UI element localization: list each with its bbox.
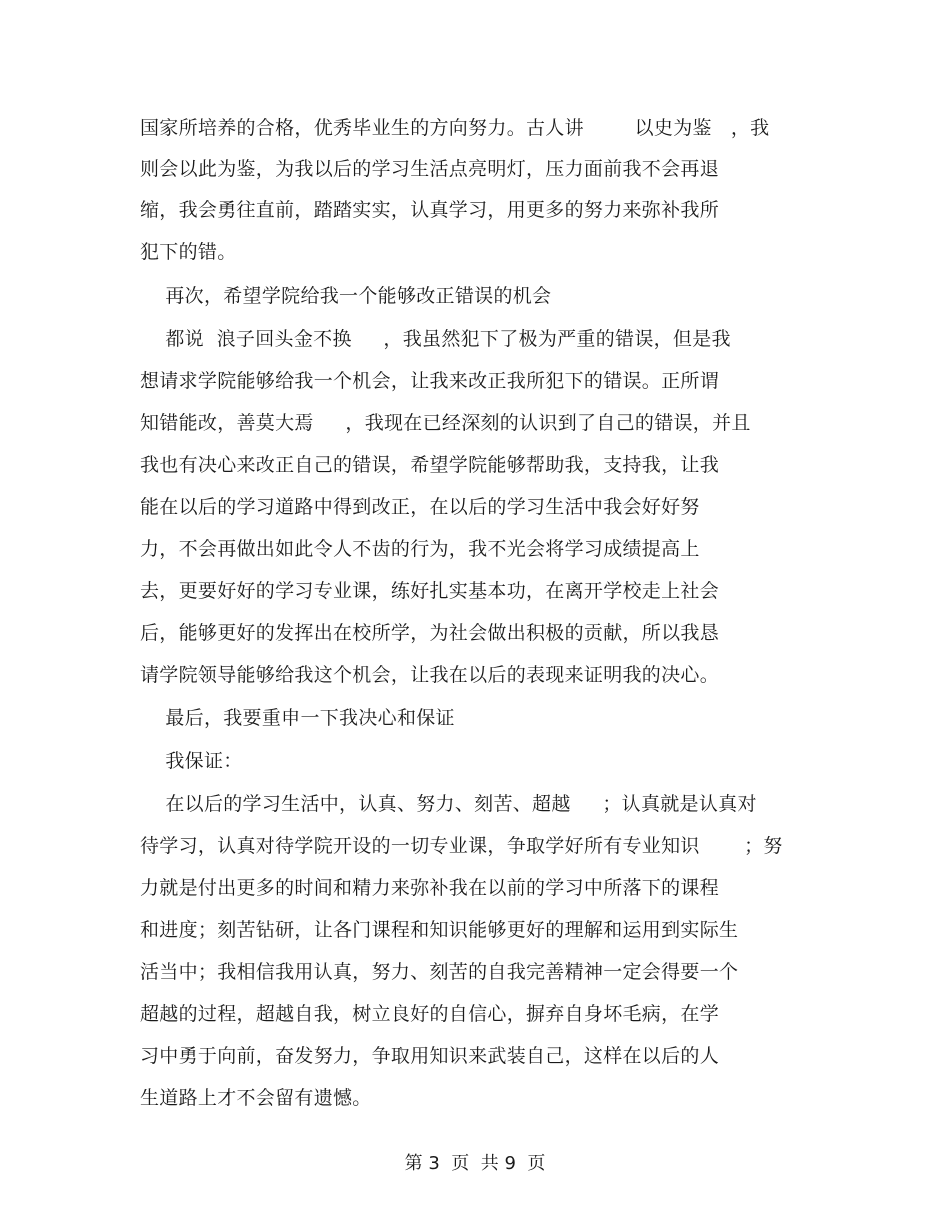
paragraph-line: 都说 浪子回头金不换 ，我虽然犯下了极为严重的错误，但是我 (140, 328, 731, 350)
paragraph-line: 请学院领导能够给我这个机会，让我在以后的表现来证明我的决心。 (140, 664, 720, 686)
paragraph-line: 我也有决心来改正自己的错误，希望学院能够帮助我，支持我，让我 (140, 454, 720, 476)
paragraph-line: 能在以后的学习道路中得到改正，在以后的学习生活中我会好好努 (140, 496, 700, 518)
paragraph-line: 去，更要好好的学习专业课，练好扎实基本功，在离开学校走上社会 (140, 580, 720, 602)
paragraph-line: 超越的过程，超越自我，树立良好的自信心，摒弃自身坏毛病，在学 (140, 1003, 720, 1025)
paragraph-line: 生道路上才不会留有遗憾。 (140, 1087, 372, 1109)
paragraph-line: 国家所培养的合格，优秀毕业生的方向努力。古人讲 以史为鉴 ，我 (140, 117, 770, 139)
paragraph-line: 犯下的错。 (140, 241, 237, 263)
paragraph-line: 想请求学院能够给我一个机会，让我来改正我所犯下的错误。正所谓 (140, 370, 720, 392)
paragraph-line: 习中勇于向前，奋发努力，争取用知识来武装自己，这样在以后的人 (140, 1045, 720, 1067)
paragraph-line: 则会以此为鉴，为我以后的学习生活点亮明灯，压力面前我不会再退 (140, 158, 720, 180)
paragraph-line: 缩，我会勇往直前，踏踏实实，认真学习，用更多的努力来弥补我所 (140, 199, 720, 221)
paragraph-line: 力就是付出更多的时间和精力来弥补我在以前的学习中所落下的课程 (140, 877, 720, 899)
paragraph-line: 后，能够更好的发挥出在校所学，为社会做出积极的贡献，所以我恳 (140, 622, 720, 644)
paragraph-line: 在以后的学习生活中，认真、努力、刻苦、超越 ；认真就是认真对 (140, 793, 757, 815)
paragraph-line: 知错能改，善莫大焉 ，我现在已经深刻的认识到了自己的错误，并且 (140, 412, 751, 434)
page-number-footer: 第 3 页 共 9 页 (404, 1153, 546, 1174)
paragraph-line: 再次，希望学院给我一个能够改正错误的机会 (140, 285, 552, 307)
paragraph-line: 我保证： (140, 750, 243, 772)
paragraph-line: 待学习，认真对待学院开设的一切专业课，争取学好所有专业知识 ；努 (140, 835, 783, 857)
paragraph-line: 最后，我要重申一下我决心和保证 (140, 707, 455, 729)
paragraph-line: 和进度；刻苦钻研，让各门课程和知识能够更好的理解和运用到实际生 (140, 919, 739, 941)
paragraph-line: 力，不会再做出如此令人不齿的行为，我不光会将学习成绩提高上 (140, 538, 700, 560)
paragraph-line: 活当中；我相信我用认真，努力、刻苦的自我完善精神一定会得要一个 (140, 961, 739, 983)
